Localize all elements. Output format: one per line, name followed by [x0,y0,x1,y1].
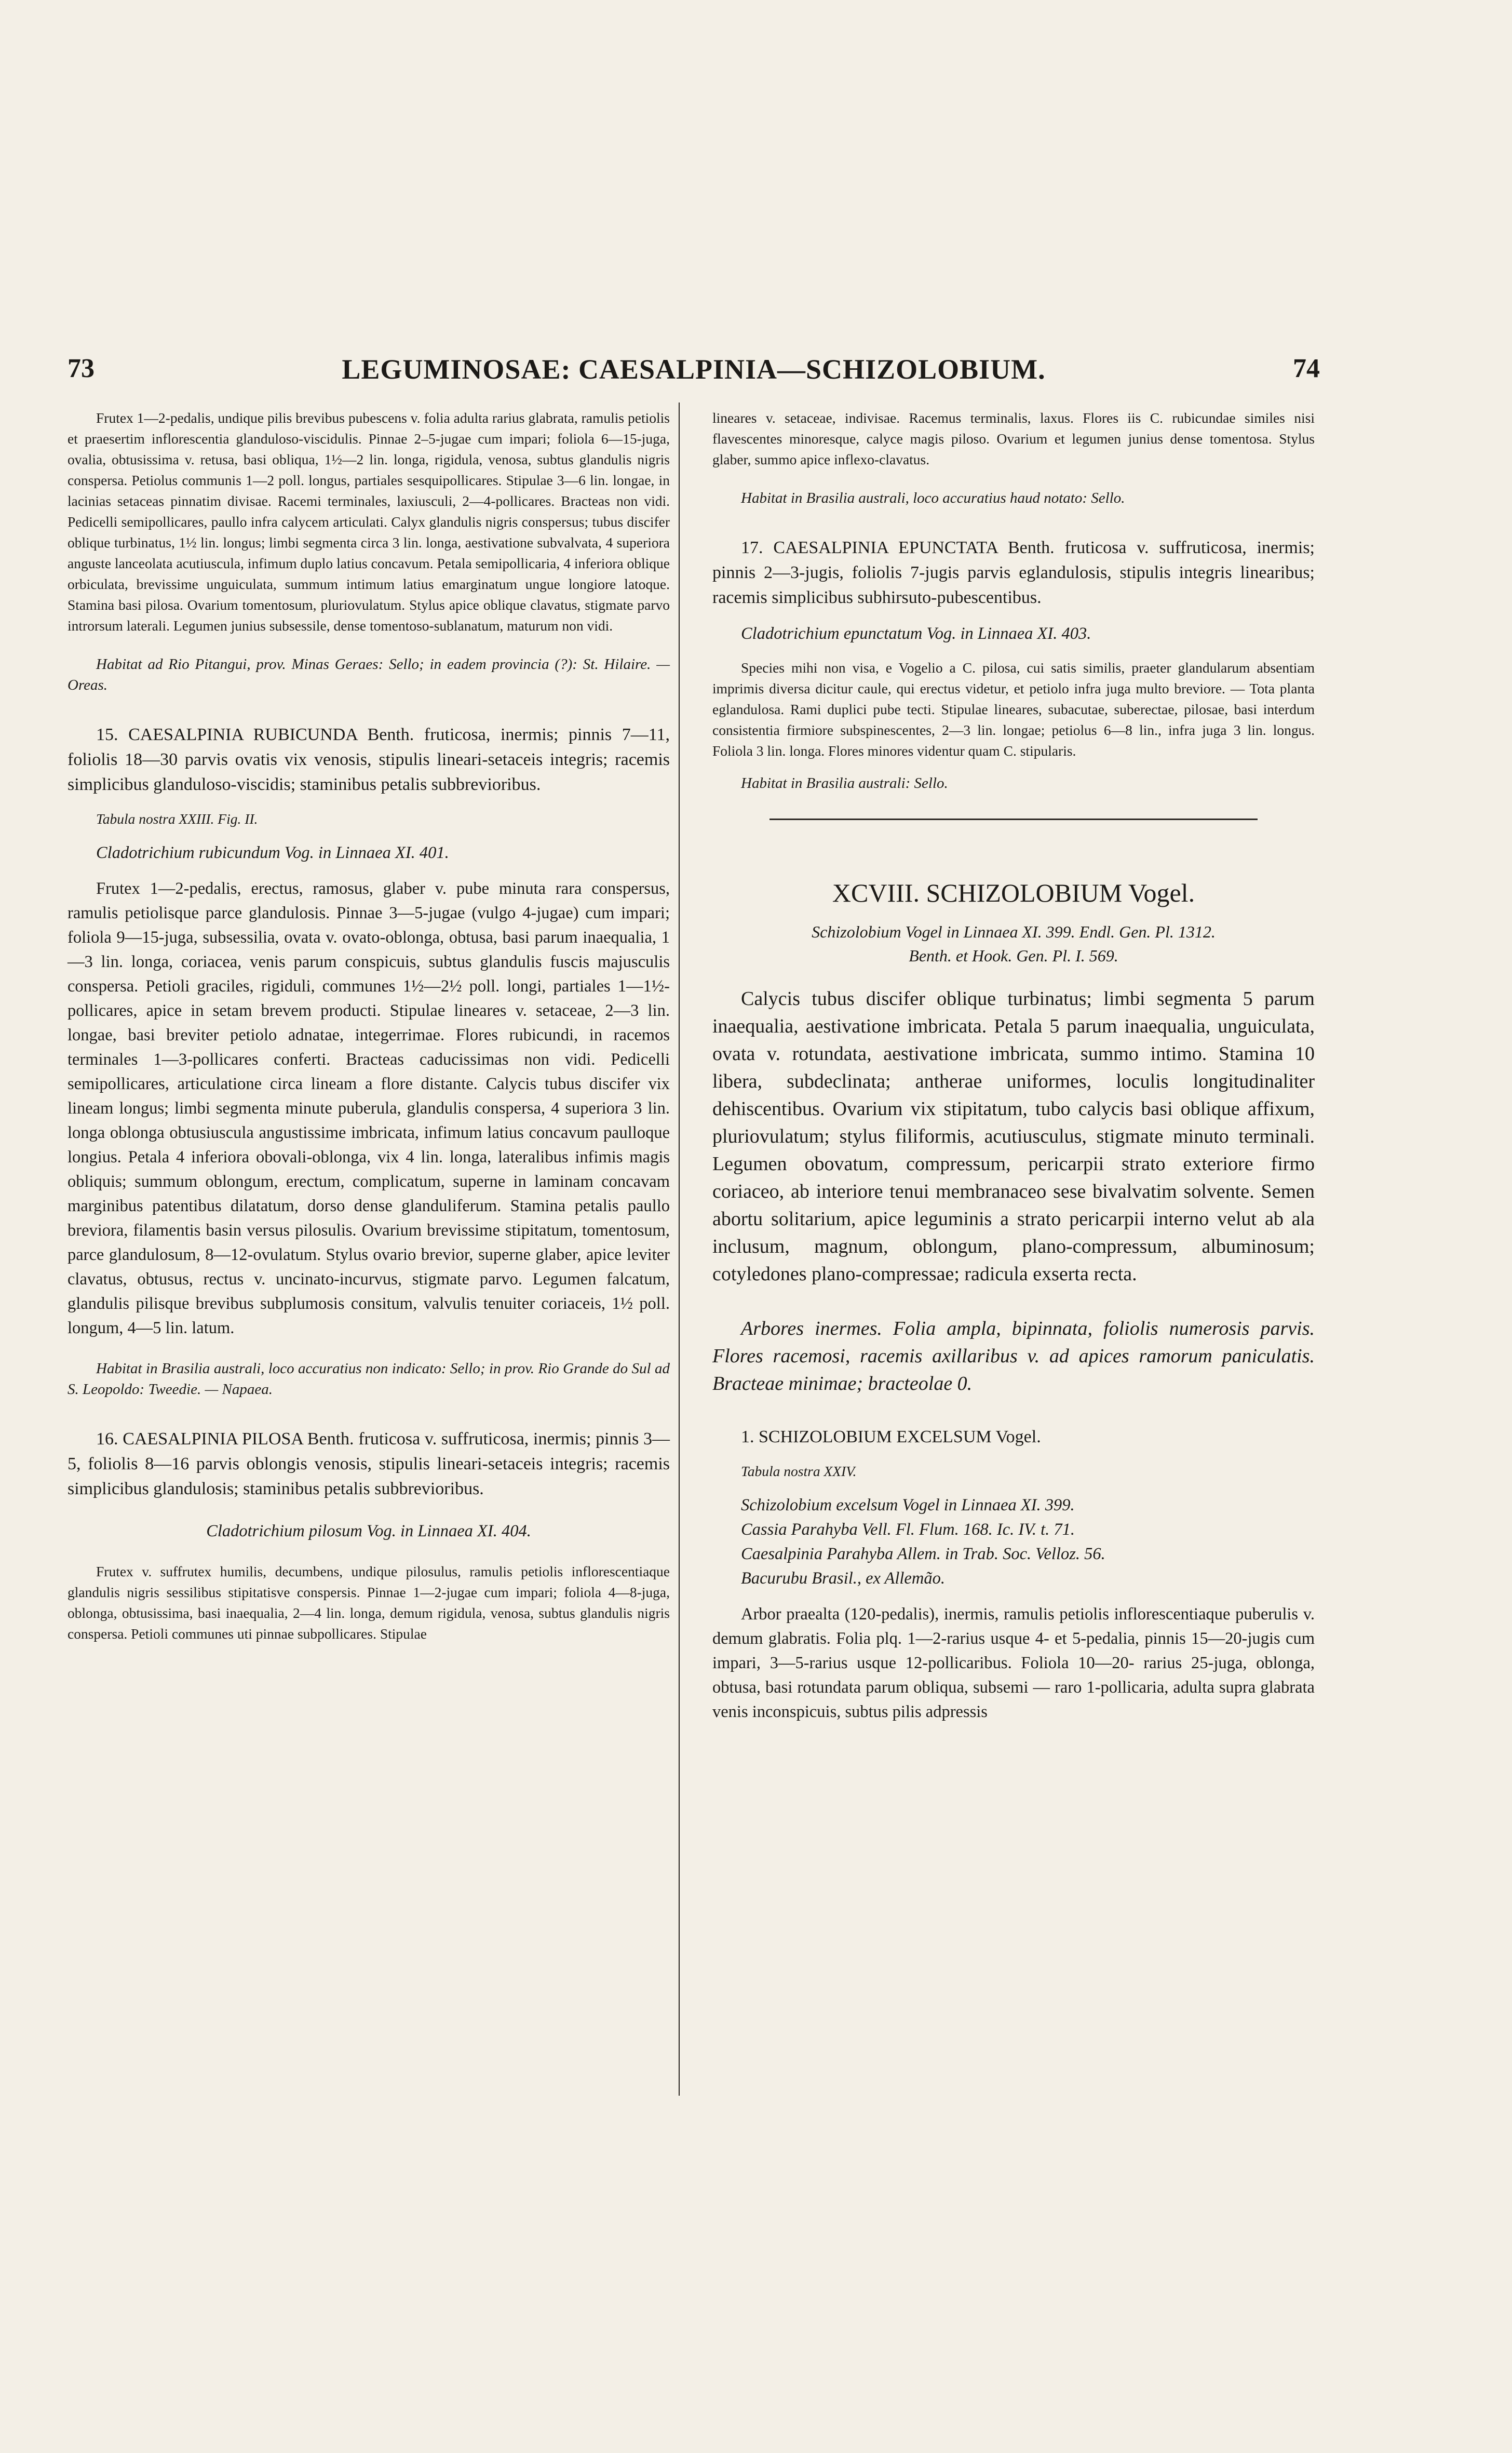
species-16-description: Frutex v. suffrutex humilis, decumbens, undique pilosulus, ramulis petiolis inflorescentiaque glandulis nigris sessilibus stipitatisve conspersis. Pinnae 1—2-jugae cum impari; foliola 4—8-juga, oblonga, obtusissima, basi inaequalia, 2—4 lin. longa, demum rigidula, venosa, subtus glandulis nigris conspersa. Petioli communes uti pinnae subpollicares. Stipulae [68,1563,670,1642]
genus-reference: Schizolobium Vogel in Linnaea XI. 399. Endl. Gen. Pl. 1312. [812,922,1216,941]
synonym: Cladotrichium epunctatum Vog. in Linnaea XI. 403. [741,624,1091,643]
plate-reference: Tabula nostra XXIII. Fig. II. [96,811,258,827]
description-paragraph: Frutex 1—2-pedalis, undique pilis brevibus pubescens v. folia adulta rarius glabrata, ramulis petiolis et praesertim inflorescentia glanduloso-viscidulis. Pinnae 2–5-jugae cum impari; foliola 6—15-juga, ovalia, obtusissima v. retusa, basi obliqua, 1½—2 lin. longa, rigidula, venosa, subtus glandulis nigris conspersa. Petiolus communis 1—2 poll. longus, partiales sesquipollicares. Stipulae 3—6 lin. longae, in lacinias setaceas pinnatim divisae. Racemi terminales, laxiusculi, 2—4-pollicares. Bracteas non vidi. Pedicelli semipollicares, paullo infra calycem articulati. Calyx glandulis nigris conspersus; tubus discifer oblique turbinatus, 1½ lin. longus; limbi segmenta circa 3 lin. longa, aestivatione subvalvata, 4 superiora anguste lanceolata acutiuscula, infimum duplo latius concavum. Petala semipollicaria, 4 inferiora oblique orbiculata, brevissime unguiculata, summum intimum latius emarginatum ungue longiore latoque. Stamina basi pilosa. Ovarium tomentosum, pluriovulatum. Stylus apice oblique clavatus, stigmate parvo introrsum laterali. Legumen junius subsessile, dense tomentoso-sublanatum, maturum non vidi. [68,410,670,634]
genus-reference: Benth. et Hook. Gen. Pl. I. 569. [909,946,1118,965]
species-15-heading: 15. CAESALPINIA RUBICUNDA Benth. fruticosa, inermis; pinnis 7—11, foliolis 18—30 parvis ovatis vix venosis, stipulis lineari-setaceis integris; racemis simplicibus glanduloso-viscidis; staminibus petalis subbrevioribus. [68,725,670,794]
species-17-description: Species mihi non visa, e Vogelio a C. pilosa, cui satis similis, praeter glandularum absentiam imprimis diversa dicitur caule, qui erectus videtur, et petiolo infra juga multo breviore. — Tota planta eglandulosa. Rami duplici pube tecti. Stipulae lineares, subacutae, suberectae, pilosae, basi interdum consistentia firmiore subspinescentes, 2—3 lin. longae; petiolus 6—8 lin., infra juga 3 lin. longus. Foliola 3 lin. longa. Flores minores videntur quam C. stipularis. [712,660,1315,759]
habitat-note: Habitat ad Rio Pitangui, prov. Minas Geraes: Sello; in eadem provincia (?): St. Hilaire. — Oreas. [68,656,670,693]
habitat-note: Habitat in Brasilia australi, loco accuratius non indicato: Sello; in prov. Rio Grande do Sul ad S. Leopoldo: Tweedie. — Napaea. [68,1360,670,1398]
species-16-heading: 16. CAESALPINIA PILOSA Benth. fruticosa v. suffruticosa, inermis; pinnis 3—5, foliolis 8—16 parvis oblongis venosis, stipulis lineari-setaceis integris; racemis simplicibus glandulosis; staminibus petalis subbrevioribus. [68,1429,670,1498]
habitat-note: Habitat in Brasilia australi, loco accuratius haud notato: Sello. [741,490,1125,506]
genus-title: XCVIII. SCHIZOLOBIUM Vogel. [832,878,1195,907]
synonym: Bacurubu Brasil., ex Allemão. [741,1569,945,1588]
species-1-description: Arbor praealta (120-pedalis), inermis, ramulis petiolis inflorescentiaque puberulis v. demum glabratis. Folia plq. 1—2-rarius usque 4- et 5-pedalia, pinnis 15—20-jugis cum impari, 3—5-rarius usque 12-pollicaribus. Foliola 10—20- rarius 25-juga, oblonga, obtusa, basi rotundata parum obliqua, subsemi — raro 1-pollicaria, adulta supra glabrata venis inconspicuis, subtus pilis adpressis [712,1605,1315,1721]
synonym: Cassia Parahyba Vell. Fl. Flum. 168. Ic. IV. t. 71. [741,1520,1075,1539]
column-divider [679,403,680,2096]
genus-habit: Arbores inermes. Folia ampla, bipinnata, foliolis numerosis parvis. Flores racemosi, racemis axillaribus v. ad apices ramorum paniculatis. Bracteae minimae; bracteolae 0. [712,1318,1315,1395]
species-1-heading: 1. SCHIZOLOBIUM EXCELSUM Vogel. [741,1427,1041,1446]
right-column [712,408,1315,1724]
plate-reference: Tabula nostra XXIV. [741,1463,857,1479]
habitat-note: Habitat in Brasilia australi: Sello. [741,775,948,792]
species-17-heading: 17. CAESALPINIA EPUNCTATA Benth. fruticosa v. suffruticosa, inermis; pinnis 2—3-jugis, foliolis 7-jugis parvis eglandulosis, stipulis integris linearibus; racemis simplicibus subhirsuto-pubescentibus. [712,538,1315,607]
running-title: LEGUMINOSAE: CAESALPINIA—SCHIZOLOBIUM. [342,354,1046,385]
left-column [68,408,670,1644]
synonym: Schizolobium excelsum Vogel in Linnaea XI. 399. [741,1496,1075,1514]
synonym: Caesalpinia Parahyba Allem. in Trab. Soc. Velloz. 56. [741,1545,1105,1563]
page-number-right: 74 [1293,354,1320,383]
genus-description: Calycis tubus discifer oblique turbinatus; limbi segmenta 5 parum inaequalia, aestivatione imbricata. Petala 5 parum inaequalia, unguiculata, ovata v. rotundata, aestivatione imbricata, summo intimo. Stamina 10 libera, subdeclinata; antherae uniformes, loculis longitudinaliter dehiscentibus. Ovarium vix stipitatum, tubo calycis basi oblique affixum, pluriovulatum; stylus filiformis, acutiusculus, stigmate minuto terminali. Legumen obovatum, compressum, pericarpii strato exteriore firmo coriaceo, ab interiore tenui membranaceo sese bivalvatim solvente. Semen abortu solitarium, apice leguminis a strato pericarpii interno velut ab ala inclusum, magnum, oblongum, plano-compressum, albuminosum; cotyledones plano-compressae; radicula exserta recta. [712,988,1315,1285]
page-number-left: 73 [68,354,95,383]
description-paragraph: lineares v. setaceae, indivisae. Racemus terminalis, laxus. Flores iis C. rubicundae similes nisi flavescentes minoresque, calyce magis piloso. Ovarium et legumen junius dense tomentosa. Stylus glaber, summo apice inflexo-clavatus. [712,410,1315,467]
page-header [68,353,1320,400]
species-15-description: Frutex 1—2-pedalis, erectus, ramosus, glaber v. pube minuta rara conspersus, ramulis petiolisque parce glandulosis. Pinnae 3—5-jugae (vulgo 4-jugae) cum impari; foliola 9—15-juga, subsessilia, ovata v. ovato-oblonga, obtusa, basi parum inaequalia, 1—3 lin. longa, coriacea, venis parum conspicuis, subtus glandulis fuscis majusculis conspersa. Petioli graciles, rigiduli, communes 1½—2½ poll. longi, partiales 1—1½-pollicares, apice in setam brevem producti. Stipulae lineares v. setaceae, 2—3 lin. longae, basi breviter petiolo adnatae, integerrimae. Flores rubicundi, in racemos terminales 1—3-pollicares conferti. Bracteas caducissimas non vidi. Pedicelli semipollicares, articulatione circa lineam a flore distante. Calycis tubus discifer vix lineam longus; limbi segmenta minute puberula, glandulis conspersa, 4 superiora 3 lin. longa oblonga obtusiuscula angustissime imbricata, infimum latius concavum paulloque longius. Petala 4 inferiora obovali-oblonga, vix 4 lin. longa, lateralibus infimis magis obliquis; summum oblongum, erectum, complicatum, superne in laminam concavam marginibus patentibus dilatatum, dorso dense glanduliferum. Stamina petalis paullo breviora, filamentis basin versus pilosulis. Ovarium brevissime stipitatum, tomentosum, parce glandulosum, 8—12-ovulatum. Stylus ovario brevior, superne glaber, apice leviter clavatus, obtusus, rectus v. uncinato-incurvus, stigmate parvo. Legumen falcatum, glandulis pilisque brevibus subplumosis consitum, valvulis tenuiter coriaceis, 1½ poll. longum, 4—5 lin. latum. [68,879,670,1337]
synonym: Cladotrichium pilosum Vog. in Linnaea XI. 404. [206,1522,531,1540]
section-rule [770,819,1258,820]
synonym: Cladotrichium rubicundum Vog. in Linnaea XI. 401. [96,843,449,862]
